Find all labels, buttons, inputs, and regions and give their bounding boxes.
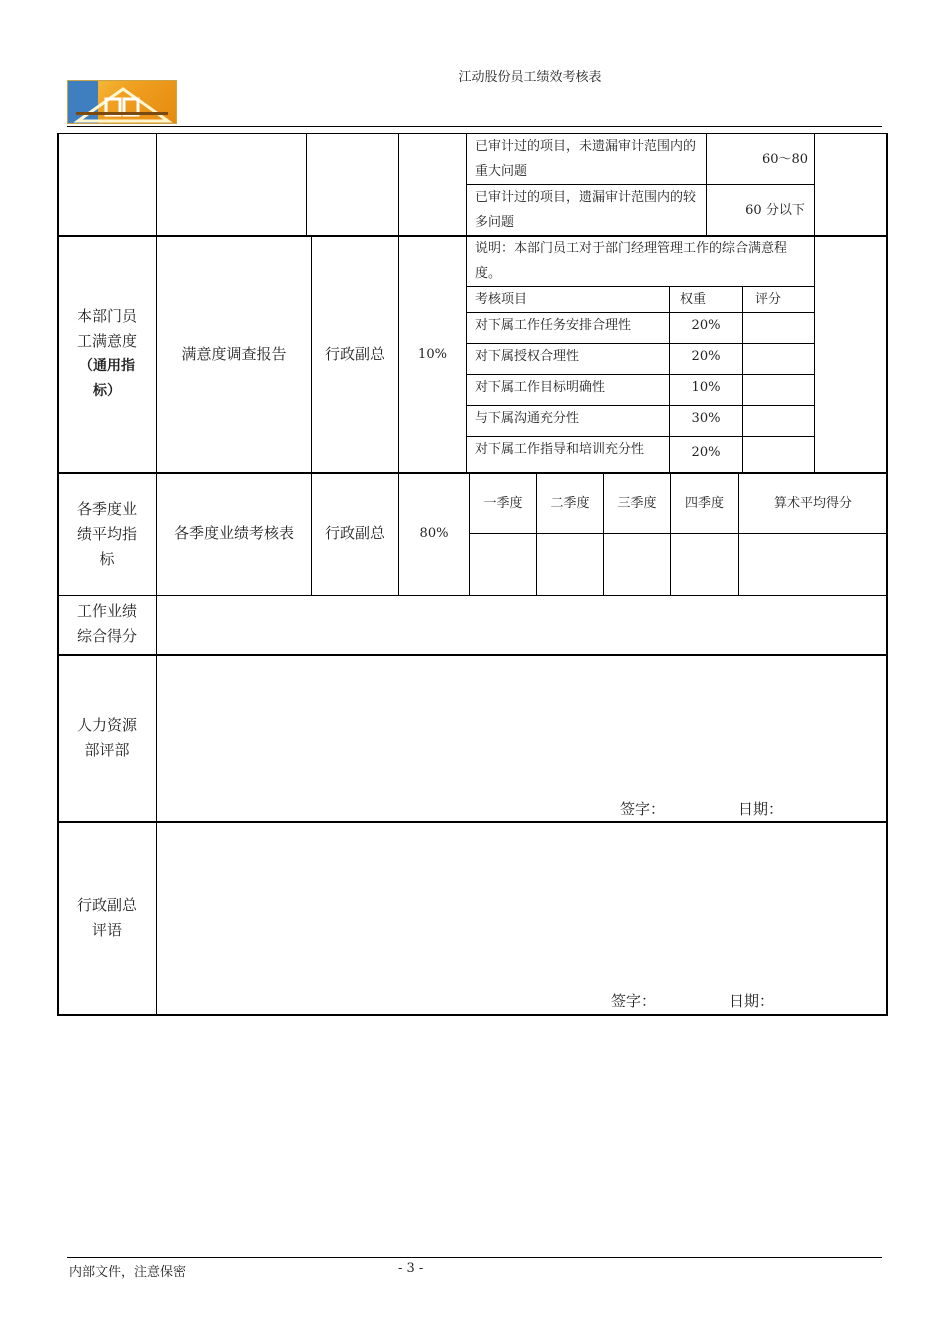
page-number: - 3 - — [398, 1261, 424, 1276]
hr-sign-label: 签字： — [620, 800, 666, 818]
sat-item: 对下属授权合理性 — [475, 349, 580, 364]
sat-item: 对下属工作任务安排合理性 — [475, 318, 632, 333]
footer-confidential: 内部文件，注意保密 — [69, 1265, 187, 1280]
header-rule — [67, 126, 882, 127]
sat-header-item: 考核项目 — [475, 292, 528, 307]
vp-sign-label: 签字： — [611, 992, 657, 1010]
audit-score-1: 60～80 — [761, 152, 809, 167]
sat-item-weight: 20% — [691, 445, 721, 460]
quarter-header: 二季度 — [550, 496, 590, 511]
quarter-header: 一季度 — [483, 496, 523, 511]
sat-item: 与下属沟通充分性 — [475, 411, 580, 426]
sat-item-weight: 10% — [691, 380, 721, 395]
overall-score-label: 工作业绩 综合得分 — [76, 602, 137, 645]
sat-header-weight: 权重 — [680, 292, 707, 307]
audit-desc-2: 已审计过的项目，遗漏审计范围内的较多问题 — [475, 190, 697, 230]
vp-comment-label: 行政副总 评语 — [76, 896, 137, 939]
quarter-header: 四季度 — [684, 496, 724, 511]
sat-item: 对下属工作目标明确性 — [475, 380, 606, 395]
average-score-header: 算术平均得分 — [773, 496, 852, 511]
sat-item: 对下属工作指导和培训充分性 — [475, 442, 645, 457]
quarterly-label: 各季度业 绩平均指 标 — [76, 500, 137, 568]
hr-review-label: 人力资源 部评部 — [76, 716, 137, 759]
sat-item-weight: 20% — [691, 318, 721, 333]
satisfaction-note: 说明：本部门员工对于部门经理管理工作的综合满意程度。 — [475, 241, 788, 281]
satisfaction-assessor: 行政副总 — [324, 345, 385, 363]
sat-item-weight: 30% — [691, 411, 721, 426]
quarterly-assessor: 行政副总 — [324, 524, 385, 542]
document-title: 江动股份员工绩效考核表 — [458, 70, 602, 85]
satisfaction-source: 满意度调查报告 — [181, 345, 287, 363]
audit-score-2: 60 分以下 — [745, 203, 805, 218]
satisfaction-label: 本部门员 工满意度 （通用指 标） — [76, 307, 137, 399]
quarterly-weight: 80% — [419, 526, 449, 541]
footer-rule — [67, 1257, 882, 1258]
sat-item-weight: 20% — [691, 349, 721, 364]
quarterly-source: 各季度业绩考核表 — [173, 524, 294, 542]
company-logo — [67, 80, 177, 124]
satisfaction-weight: 10% — [418, 347, 447, 362]
vp-date-label: 日期： — [729, 992, 775, 1010]
quarter-header: 三季度 — [617, 496, 657, 511]
sat-header-score: 评分 — [755, 292, 782, 307]
audit-desc-1: 已审计过的项目，未遗漏审计范围内的重大问题 — [475, 139, 697, 179]
hr-date-label: 日期： — [738, 800, 784, 818]
